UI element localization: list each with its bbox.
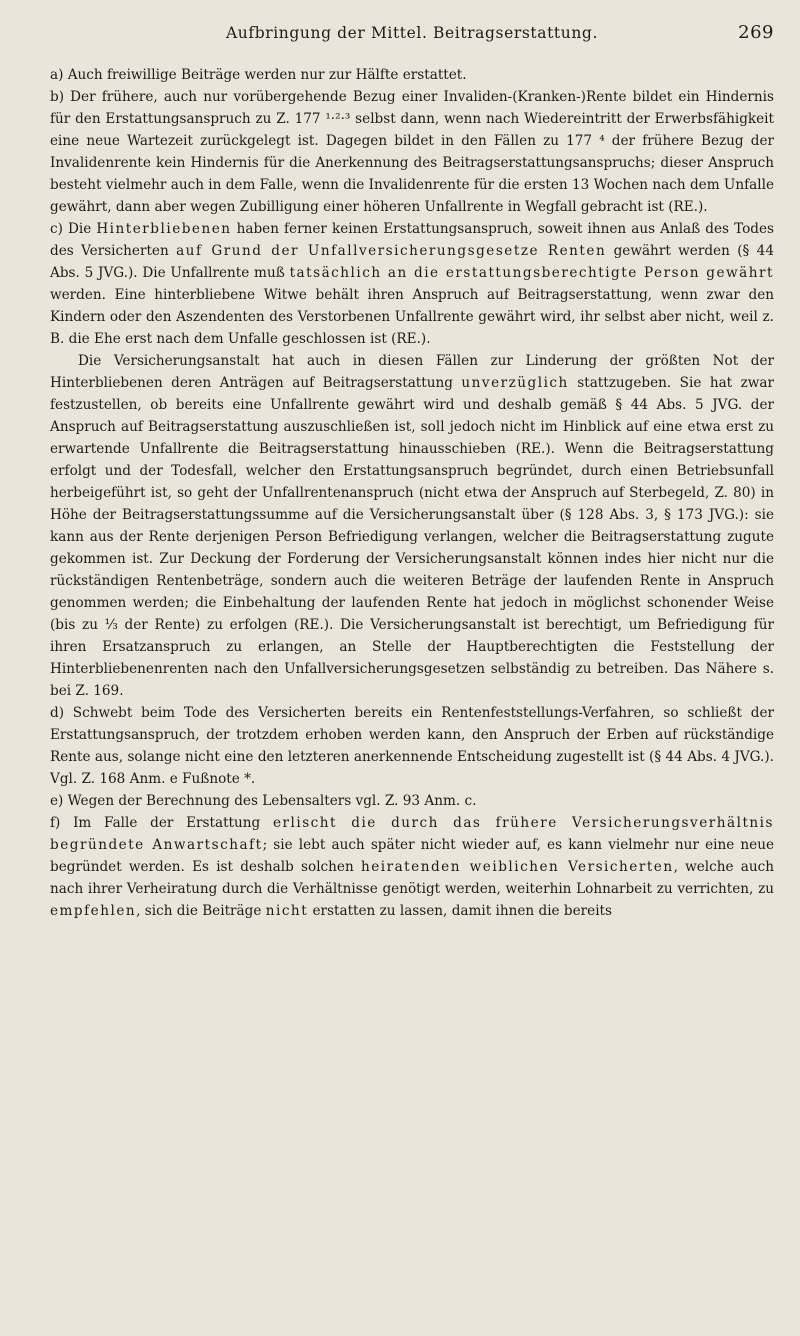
paragraph-text: c) Die xyxy=(50,221,97,237)
paragraph-text: erstatten zu lassen, damit ihnen die bereits xyxy=(308,903,612,919)
spaced-emphasis-text: erlischt die durch das frühere Versicherungsverhältnis begründete Anwartschaft xyxy=(50,815,775,853)
paragraph-text: werden. Eine hinterbliebene Witwe behält ihren Anspruch auf Beitragserstattung, wenn zwar den Kindern oder den Aszendenten des Verstorbenen Unfallrente gewährt wird, ihr selbst aber nicht, weil z. B. die Ehe erst nach dem Unfalle geschlossen ist (RE.). xyxy=(50,287,774,347)
paragraph-text: , sich die Beiträge xyxy=(136,903,266,919)
paragraph-e xyxy=(50,790,774,812)
paragraph-text: haben ferner keinen Erstattungsanspruch, soweit ihnen aus Anlaß des Todes des Versicherten xyxy=(50,221,774,259)
paragraph-text: f) Im Falle der Erstattung xyxy=(50,815,273,831)
spaced-emphasis-text: auf Grund der Unfallversicherungsgesetze Renten xyxy=(176,243,607,259)
paragraph-c xyxy=(50,218,774,350)
paragraph-b xyxy=(50,86,774,218)
running-header xyxy=(50,22,774,52)
body-text xyxy=(50,64,774,922)
paragraph-text: gewährt werden (§ 44 Abs. 5 JVG.). Die Unfallrente muß xyxy=(50,243,774,281)
paragraph-text: ; sie lebt auch später nicht wieder auf, es kann vielmehr nur eine neue begründet werden. Es ist deshalb solchen xyxy=(50,837,774,875)
spaced-emphasis-text: unverzüglich xyxy=(461,375,569,391)
spaced-emphasis-text: empfehlen xyxy=(50,903,137,919)
paragraph-text: e) Wegen der Berechnung des Lebensalters vgl. Z. 93 Anm. c. xyxy=(50,793,477,809)
paragraph-text: b) Der frühere, auch nur vorübergehende Bezug einer Invaliden-(Kranken-)Rente bildet ein Hindernis für den Erstattungsanspruch zu Z. 177 ¹·²·³ selbst dann, wenn nach Wiedereintritt der Erwerbsfähigkeit eine neue Wartezeit zurückgelegt ist. Dagegen bildet in den Fällen zu 177 ⁴ der frühere Bezug der Invalidenrente kein Hindernis für die Anerkennung des Beitragserstattungsanspruchs; dieser Anspruch besteht vielmehr auch in dem Falle, wenn die Invalidenrente für die ersten 13 Wochen nach dem Unfalle gewährt, dann aber wegen Zubilligung einer höheren Unfallrente in Wegfall gebracht ist (RE.). xyxy=(50,89,774,215)
page-number: 269 xyxy=(738,22,774,43)
spaced-emphasis-text: Hinterbliebenen xyxy=(96,221,232,237)
spaced-emphasis-text: nicht xyxy=(265,903,309,919)
paragraph-text: stattzugeben. Sie hat zwar festzustellen, ob bereits eine Unfallrente gewährt wird und deshalb gemäß § 44 Abs. 5 JVG. der Anspruch auf Beitragserstattung auszuschließen ist, soll jedoch nicht im Hinblick auf eine etwa erst zu erwartende Unfallrente die Beitragserstattung hinausschieben (RE.). Wenn die Beitragserstattung erfolgt und der Todesfall, welcher den Erstattungsanspruch begründet, durch einen Betriebsunfall herbeigeführt ist, so geht der Unfallrentenanspruch (nicht etwa der Anspruch auf Sterbegeld, Z. 80) in Höhe der Beitragserstattungssumme auf die Versicherungsanstalt über (§ 128 Abs. 3, § 173 JVG.): sie kann aus der Rente derjenigen Person Befriedigung verlangen, welcher die Beitragserstattung zugute gekommen ist. Zur Deckung der Forderung der Versicherungsanstalt können indes hier nicht nur die rückständigen Rentenbeträge, sondern auch die weiteren Beträge der laufenden Rente in Anspruch genommen werden; die Einbehaltung der laufenden Rente hat jedoch in möglichst schonender Weise (bis zu ⅓ der Rente) zu erfolgen (RE.). Die Versicherungsanstalt ist berechtigt, um Befriedigung für ihren Ersatzanspruch zu erlangen, an Stelle der Hauptberechtigten die Feststellung der Hinterbliebenenrenten nach den Unfallversicherungsgesetzen selbständig zu betreiben. Das Nähere s. bei Z. 169. xyxy=(50,375,774,699)
paragraph-d xyxy=(50,702,774,790)
spaced-emphasis-text: heiratenden weiblichen Versicherten xyxy=(360,859,674,875)
paragraph-text: , welche auch nach ihrer Verheiratung durch die Verhältnisse genötigt werden, weiterhin Lohnarbeit zu verrichten, zu xyxy=(50,859,774,897)
paragraph-c2 xyxy=(50,350,774,702)
paragraph-text: a) Auch freiwillige Beiträge werden nur zur Hälfte erstattet. xyxy=(50,67,467,83)
paragraph-a xyxy=(50,64,774,86)
paragraph-text: d) Schwebt beim Tode des Versicherten bereits ein Rentenfeststellungs-Verfahren, so schließt der Erstattungsanspruch, der trotzdem erhoben werden kann, den Anspruch der Erben auf rückständige Rente aus, solange nicht eine den letzteren anerkennende Entscheidung zugestellt ist (§ 44 Abs. 4 JVG.). Vgl. Z. 168 Anm. e Fußnote *. xyxy=(50,705,774,787)
paragraph-f xyxy=(50,812,774,922)
paragraph-text: Die Versicherungsanstalt hat auch in diesen Fällen zur Linderung der größten Not der Hinterbliebenen deren Anträgen auf Beitragserstattung xyxy=(50,353,774,391)
spaced-emphasis-text: tatsächlich an die erstattungsberechtigte Person gewährt xyxy=(289,265,774,281)
running-title: Aufbringung der Mittel. Beitragserstattung. xyxy=(226,24,598,42)
